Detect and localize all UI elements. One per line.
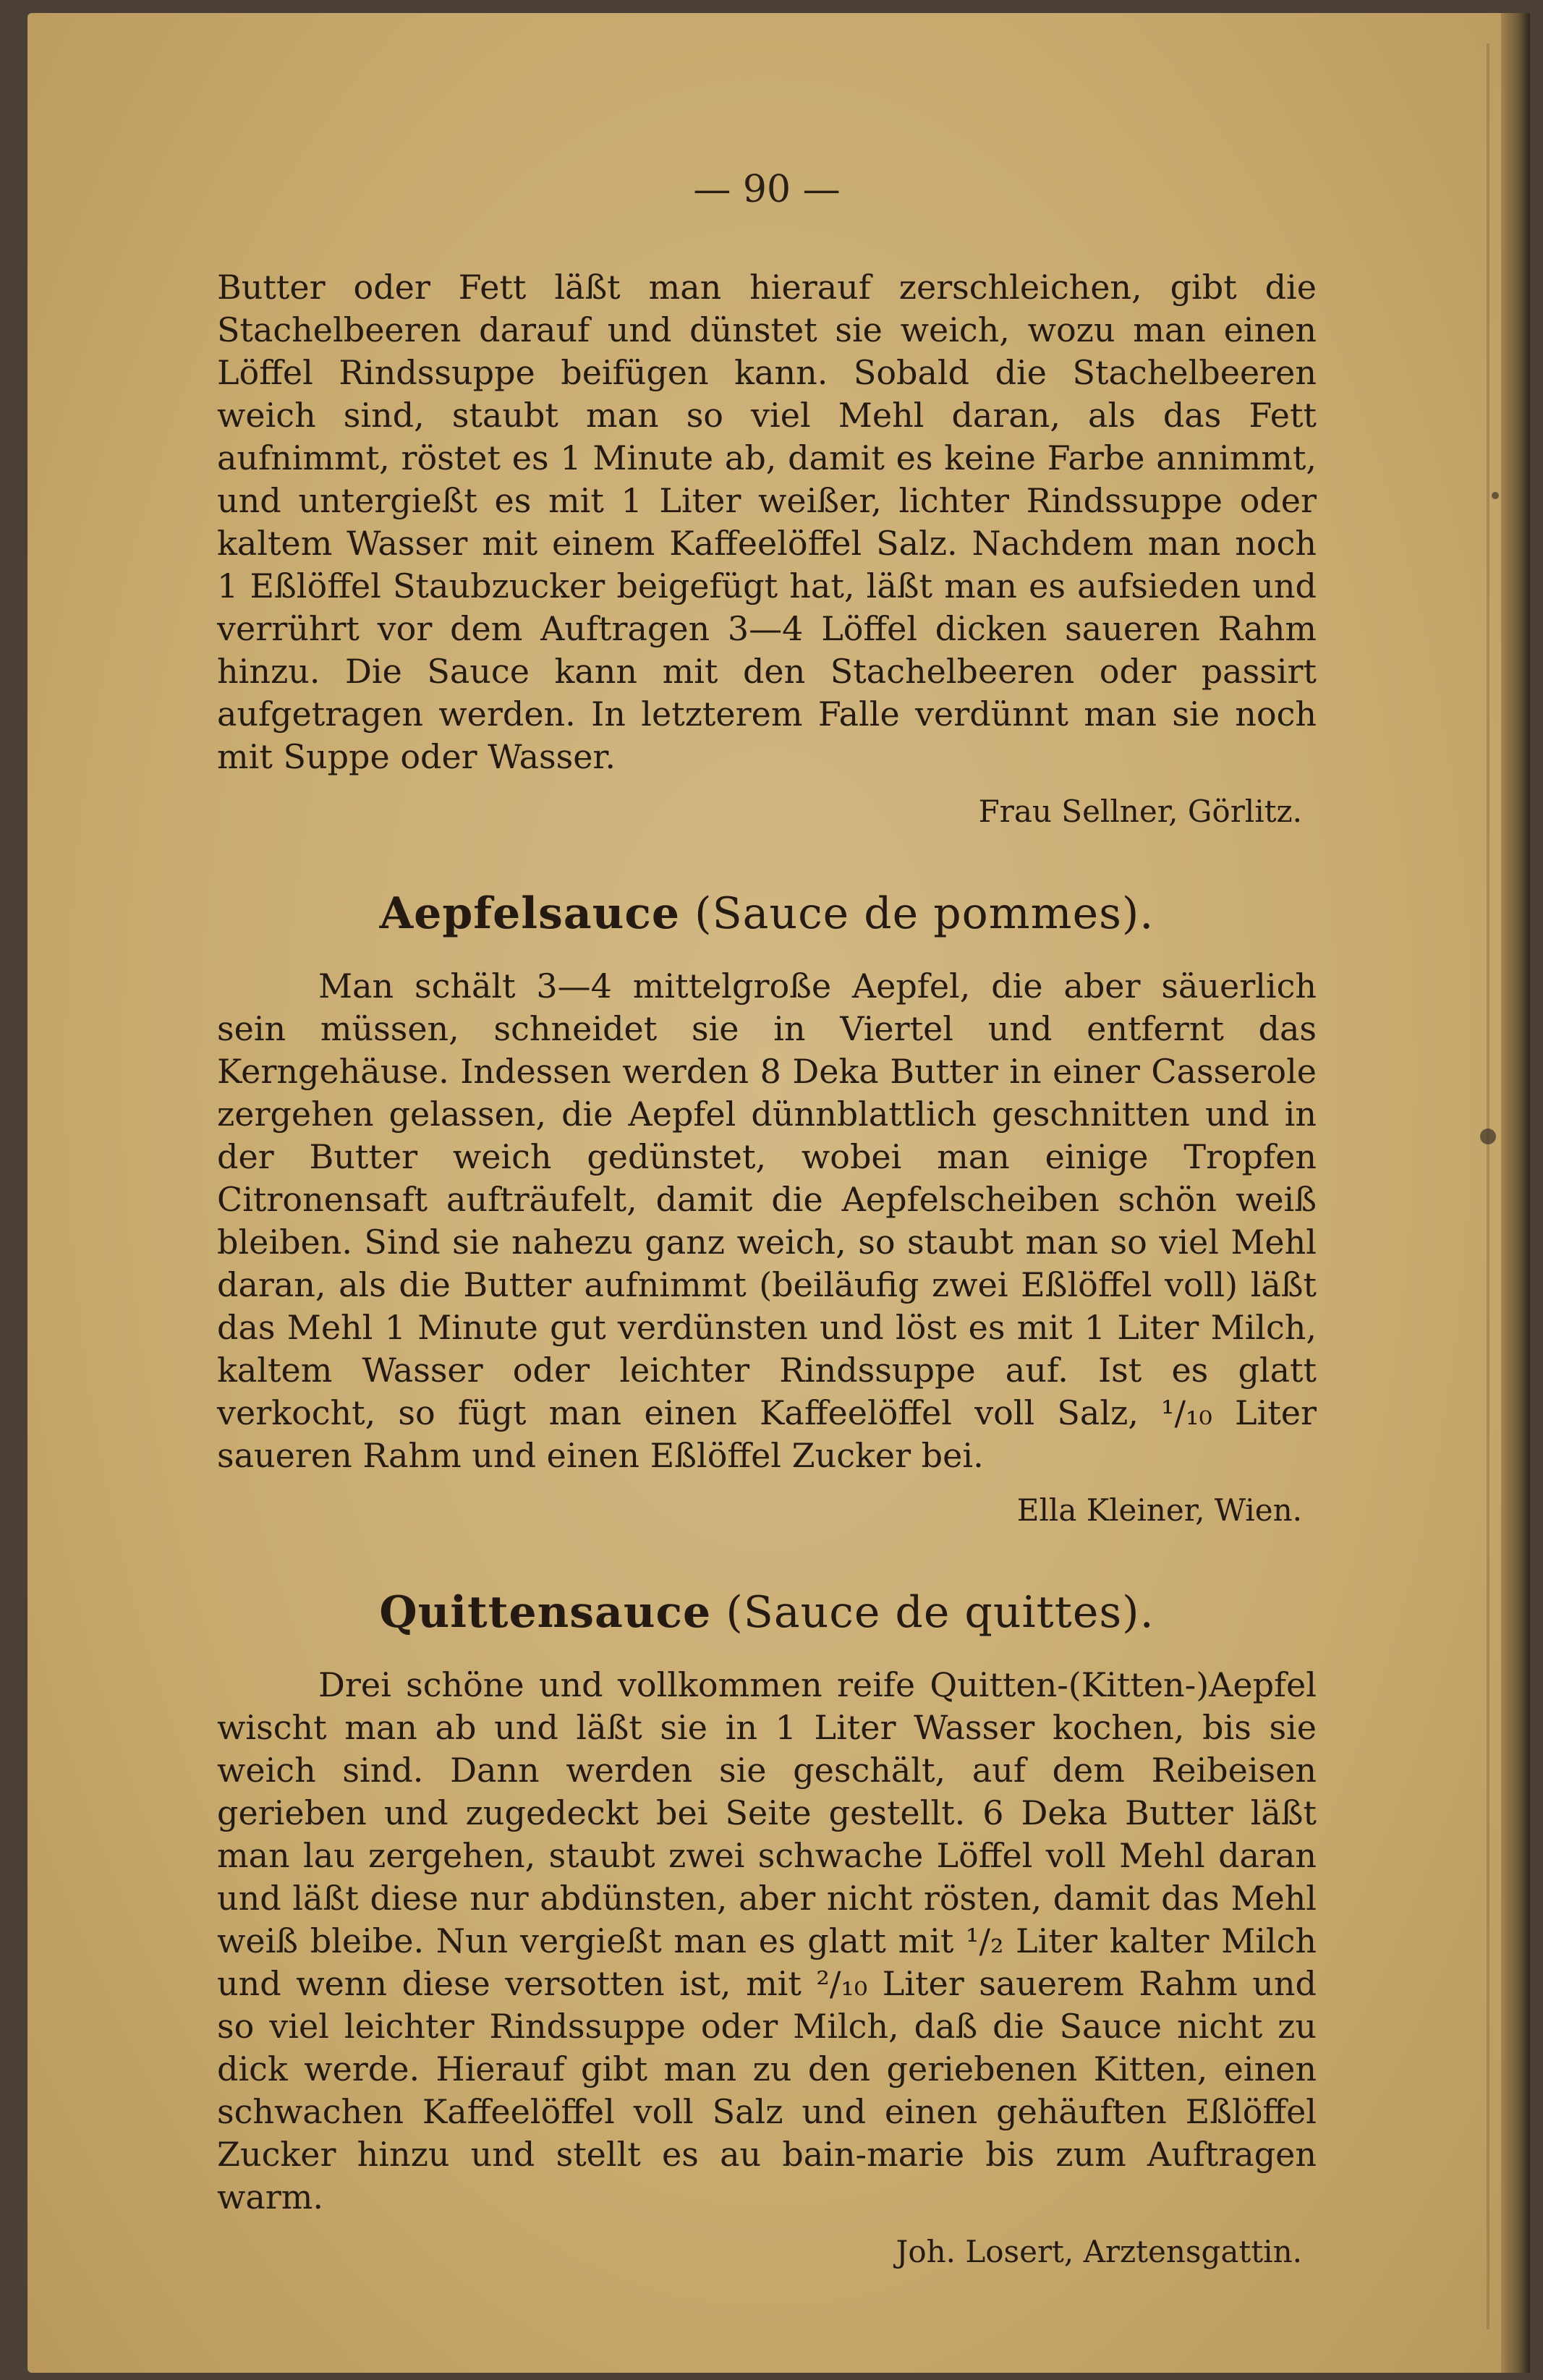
ink-smudge	[1492, 492, 1499, 499]
page-content	[217, 266, 1317, 2272]
quitten-title: Quittensauce	[379, 1587, 712, 1638]
page-fold-line	[1487, 43, 1489, 2329]
quitten-signature: Joh. Losert, Arztensgattin.	[896, 2234, 1302, 2269]
apfel-title: Aepfelsauce	[379, 888, 681, 939]
apfel-signature: Ella Kleiner, Wien.	[1016, 1492, 1302, 1528]
page-number: — 90 —	[693, 168, 841, 211]
apfel-subtitle: (Sauce de pommes).	[694, 888, 1155, 939]
quitten-paragraph: Drei schöne und vollkommen reife Quitten-(Kitten-)Aepfel wischt man ab und läßt sie in 1 Liter Wasser kochen, bis sie weich sind. Dann werden sie geschält, auf dem Reibeisen gerieben und zugedeckt bei Seite gestellt. 6 Deka Butter läßt man lau zergehen, staubt zwei schwache Löffel voll Mehl daran und läßt diese nur abdünsten, aber nicht rösten, damit das Mehl weiß bleibe. Nun vergießt man es glatt mit ¹/₂ Liter kalter Milch und wenn diese versotten ist, mit ²/₁₀ Liter sauerem Rahm und so viel leichter Rindssuppe oder Milch, daß die Sauce nicht zu dick werde. Hierauf gibt man zu den geriebenen Kitten, einen schwachen Kaffeelöffel voll Salz und einen gehäuften Eßlöffel Zucker hinzu und stellt es au bain-marie bis zum Auftragen warm.	[217, 1665, 1317, 2217]
intro-signature: Frau Sellner, Görlitz.	[978, 794, 1302, 829]
apfel-heading	[217, 888, 1317, 939]
quitten-subtitle: (Sauce de quittes).	[726, 1587, 1155, 1638]
intro-paragraph: Butter oder Fett läßt man hierauf zerschleichen, gibt die Stachelbeeren darauf und dünstet sie weich, wozu man einen Löffel Rindssuppe beifügen kann. Sobald die Stachelbeeren weich sind, staubt man so viel Mehl daran, als das Fett aufnimmt, röstet es 1 Minute ab, damit es keine Farbe annimmt, und untergießt es mit 1 Liter weißer, lichter Rindssuppe oder kaltem Wasser mit einem Kaffeelöffel Salz. Nachdem man noch 1 Eßlöffel Staubzucker beigefügt hat, läßt man es aufsieden und verrührt vor dem Auftragen 3—4 Löffel dicken saueren Rahm hinzu. Die Sauce kann mit den Stachelbeeren oder passirt aufgetragen werden. In letzterem Falle verdünnt man sie noch mit Suppe oder Wasser.	[217, 268, 1317, 776]
ink-smudge	[1480, 1129, 1496, 1144]
page-binding-edge	[1501, 13, 1530, 2373]
apfel-paragraph: Man schält 3—4 mittelgroße Aepfel, die aber säuerlich sein müssen, schneidet sie in Viertel und entfernt das Kerngehäuse. Indessen werden 8 Deka Butter in einer Casserole zergehen gelassen, die Aepfel dünnblattlich geschnitten und in der Butter weich gedünstet, wobei man einige Tropfen Citronensaft aufträufelt, damit die Aepfelscheiben schön weiß bleiben. Sind sie nahezu ganz weich, so staubt man so viel Mehl daran, als die Butter aufnimmt (beiläufig zwei Eßlöffel voll) läßt das Mehl 1 Minute gut verdünsten und löst es mit 1 Liter Milch, kaltem Wasser oder leichter Rindssuppe auf. Ist es glatt verkocht, so fügt man einen Kaffeelöffel voll Salz, ¹/₁₀ Liter saueren Rahm und einen Eßlöffel Zucker bei.	[217, 966, 1317, 1475]
quitten-heading	[217, 1587, 1317, 1638]
